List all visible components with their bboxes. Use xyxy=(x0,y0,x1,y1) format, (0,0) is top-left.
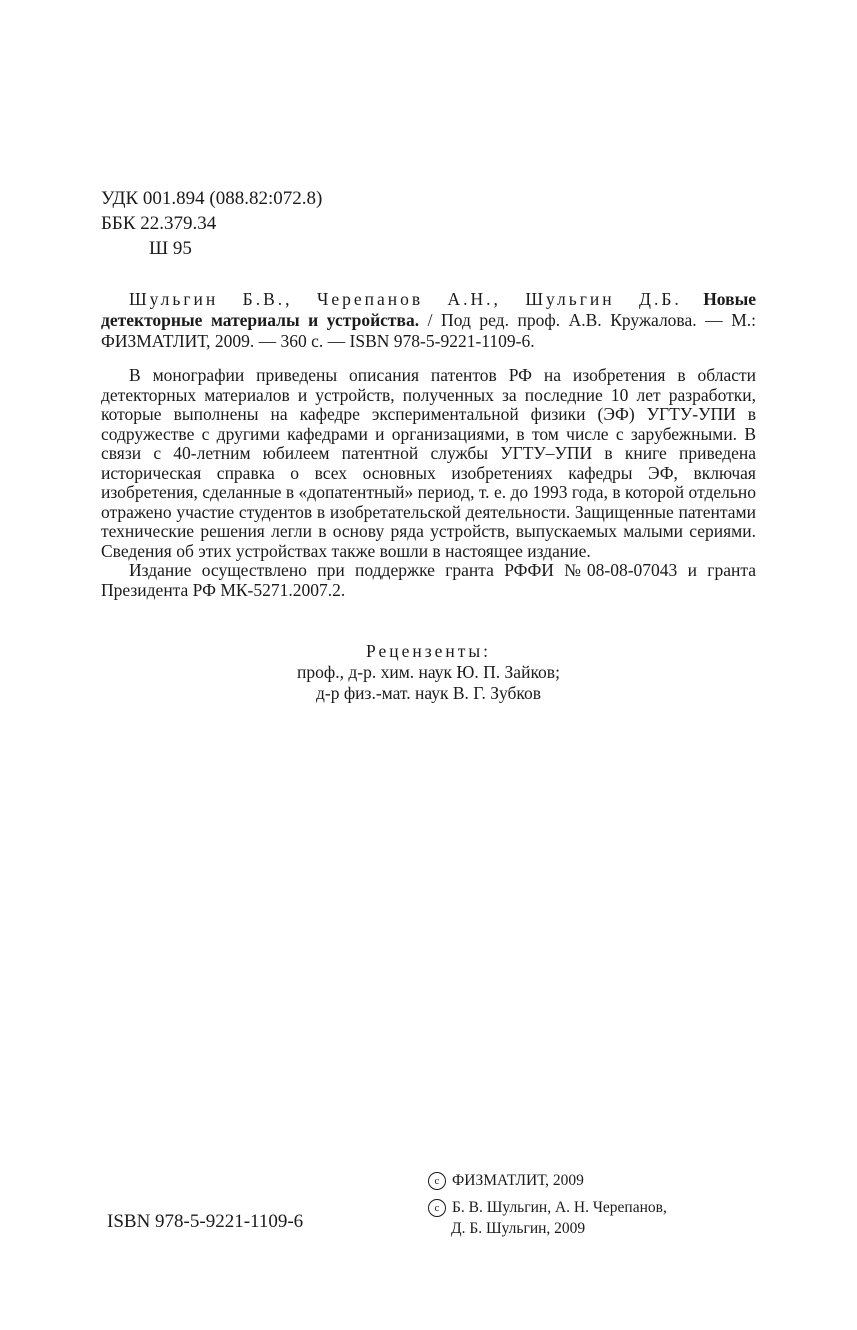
bbk-code: ББК 22.379.34 xyxy=(101,213,217,234)
grant-note: Издание осуществлено при поддержке гранта РФФИ №08-08-07043 и гранта Президента РФ МК-5271.2007.2. xyxy=(101,560,756,600)
classification-block xyxy=(101,186,322,261)
abstract-paragraph: В монографии приведены описания патентов РФ на изобретения в области детекторных материалов и устройств, полученных за последние 10 лет разработки, которые выполнены на кафедре экспериментальной физики (ЭФ) УГТУ-УПИ в содружестве с другими кафедрами и организациями, в том числе с зарубежными. В связи с 40-летним юбилеем патентной службы УГТУ–УПИ в книге приведена историческая справка о всех основных изобретениях кафедры ЭФ, включая изобретения, сделанные в «допатентный» период, т. е. до 1993 года, в которой отдельно отражено участие студентов в изобретательской деятельности. Защищенные патентами технические решения легли в основу ряда устройств, выпускаемых малыми сериями. Сведения об этих устройствах также вошли в настоящее издание. xyxy=(101,365,756,561)
copyright-authors-cont: Д. Б. Шульгин, 2009 xyxy=(451,1220,586,1237)
copyright-icon: c xyxy=(428,1199,446,1217)
reviewer: проф., д-р. хим. наук Ю. П. Зайков; xyxy=(297,662,560,682)
copyright-icon: c xyxy=(428,1172,446,1190)
publication-details: / Под ред. проф. А.В. Кружалова. — М.: ФИЗМАТЛИТ, 2009. — 360 с. — ISBN 978-5-9221-1109-6. xyxy=(101,310,756,351)
copyright-block xyxy=(428,1170,667,1239)
abstract xyxy=(101,366,756,600)
reviewers-block xyxy=(101,641,756,704)
isbn: ISBN 978-5-9221-1109-6 xyxy=(107,1211,304,1232)
copyright-authors: Б. В. Шульгин, А. Н. Черепанов, xyxy=(452,1199,667,1216)
copyright-publisher: ФИЗМАТЛИТ, 2009 xyxy=(452,1172,584,1189)
reviewer: д-р физ.-мат. наук В. Г. Зубков xyxy=(315,683,542,703)
authors: Шульгин Б.В., Черепанов А.Н., Шульгин Д.Б. xyxy=(129,289,682,309)
bibliographic-record xyxy=(101,289,756,352)
reviewers-heading: Рецензенты: xyxy=(365,641,492,661)
author-mark: Ш 95 xyxy=(149,238,192,259)
book-title: Новые детекторные материалы и устройства. xyxy=(101,289,756,330)
udk-code: УДК 001.894 (088.82:072.8) xyxy=(101,188,323,209)
